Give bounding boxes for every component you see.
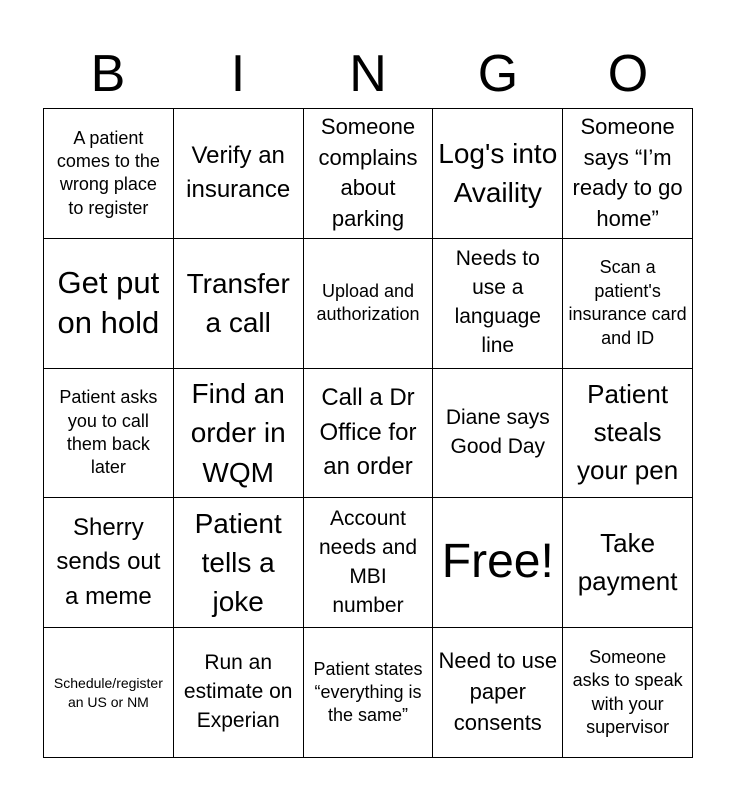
bingo-cell-r1-c4[interactable] [433, 109, 563, 239]
bingo-cell-r2-c3[interactable] [304, 239, 434, 369]
cell-text: Transfer a call [186, 268, 290, 339]
bingo-cell-r2-c1[interactable] [44, 239, 174, 369]
header-letter-i: I [230, 45, 246, 103]
bingo-cell-r3-c2[interactable] [174, 369, 304, 499]
bingo-cell-r1-c5[interactable] [563, 109, 693, 239]
cell-text: Someone complains about parking [318, 113, 418, 232]
cell-text: Scan a patient's insurance card and ID [568, 257, 687, 348]
cell-text: Account needs and MBI number [318, 506, 418, 617]
cell-text: Take payment [577, 528, 678, 596]
cell-text: Needs to use a language line [454, 247, 541, 358]
cell-text: Need to use paper consents [438, 648, 558, 735]
header-letter-g: G [477, 45, 519, 103]
cell-text: Patient steals your pen [577, 379, 679, 485]
cell-text: Diane says Good Day [445, 406, 550, 458]
header-letter-o: O [607, 45, 649, 103]
bingo-cell-r2-c4[interactable] [433, 239, 563, 369]
cell-text: Someone says “I’m ready to go home” [572, 113, 683, 232]
bingo-cell-r4-c2[interactable] [174, 498, 304, 628]
bingo-cell-r5-c2[interactable] [174, 628, 304, 758]
bingo-grid [43, 108, 693, 758]
bingo-cell-r2-c2[interactable] [174, 239, 304, 369]
cell-text: Patient states “everything is the same” [313, 658, 423, 726]
bingo-cell-r1-c1[interactable] [44, 109, 174, 239]
bingo-cell-r1-c2[interactable] [174, 109, 304, 239]
bingo-cell-r4-c5[interactable] [563, 498, 693, 628]
bingo-cell-r3-c1[interactable] [44, 369, 174, 499]
bingo-cell-r4-c3[interactable] [304, 498, 434, 628]
bingo-cell-r4-c4[interactable] [433, 498, 563, 628]
bingo-header [43, 40, 693, 108]
bingo-cell-r3-c3[interactable] [304, 369, 434, 499]
cell-text: Someone asks to speak with your supervisor [572, 646, 683, 737]
bingo-cell-r5-c5[interactable] [563, 628, 693, 758]
bingo-cell-r5-c4[interactable] [433, 628, 563, 758]
bingo-cell-r5-c3[interactable] [304, 628, 434, 758]
header-letter-b: B [90, 45, 126, 103]
bingo-cell-r2-c5[interactable] [563, 239, 693, 369]
bingo-cell-r3-c5[interactable] [563, 369, 693, 499]
bingo-cell-r5-c1[interactable] [44, 628, 174, 758]
cell-text: Find an order in WQM [190, 378, 286, 488]
cell-text: Log's into Availity [438, 138, 558, 209]
cell-text: Upload and authorization [316, 280, 420, 325]
cell-text: Call a Dr Office for an order [319, 383, 417, 481]
cell-text: Get put on hold [57, 264, 160, 341]
cell-text: Schedule/register an US or NM [53, 675, 163, 710]
cell-text: Verify an insurance [186, 141, 291, 204]
cell-text: Patient asks you to call them back later [59, 387, 158, 478]
cell-text: Sherry sends out a meme [56, 513, 161, 611]
header-letter-n: N [349, 45, 387, 103]
bingo-cell-r4-c1[interactable] [44, 498, 174, 628]
cell-text: Free! [441, 535, 554, 589]
cell-text: Run an estimate on Experian [183, 651, 293, 733]
cell-text: Patient tells a joke [194, 508, 282, 618]
bingo-cell-r3-c4[interactable] [433, 369, 563, 499]
bingo-cell-r1-c3[interactable] [304, 109, 434, 239]
cell-text: A patient comes to the wrong place to register [56, 127, 160, 218]
